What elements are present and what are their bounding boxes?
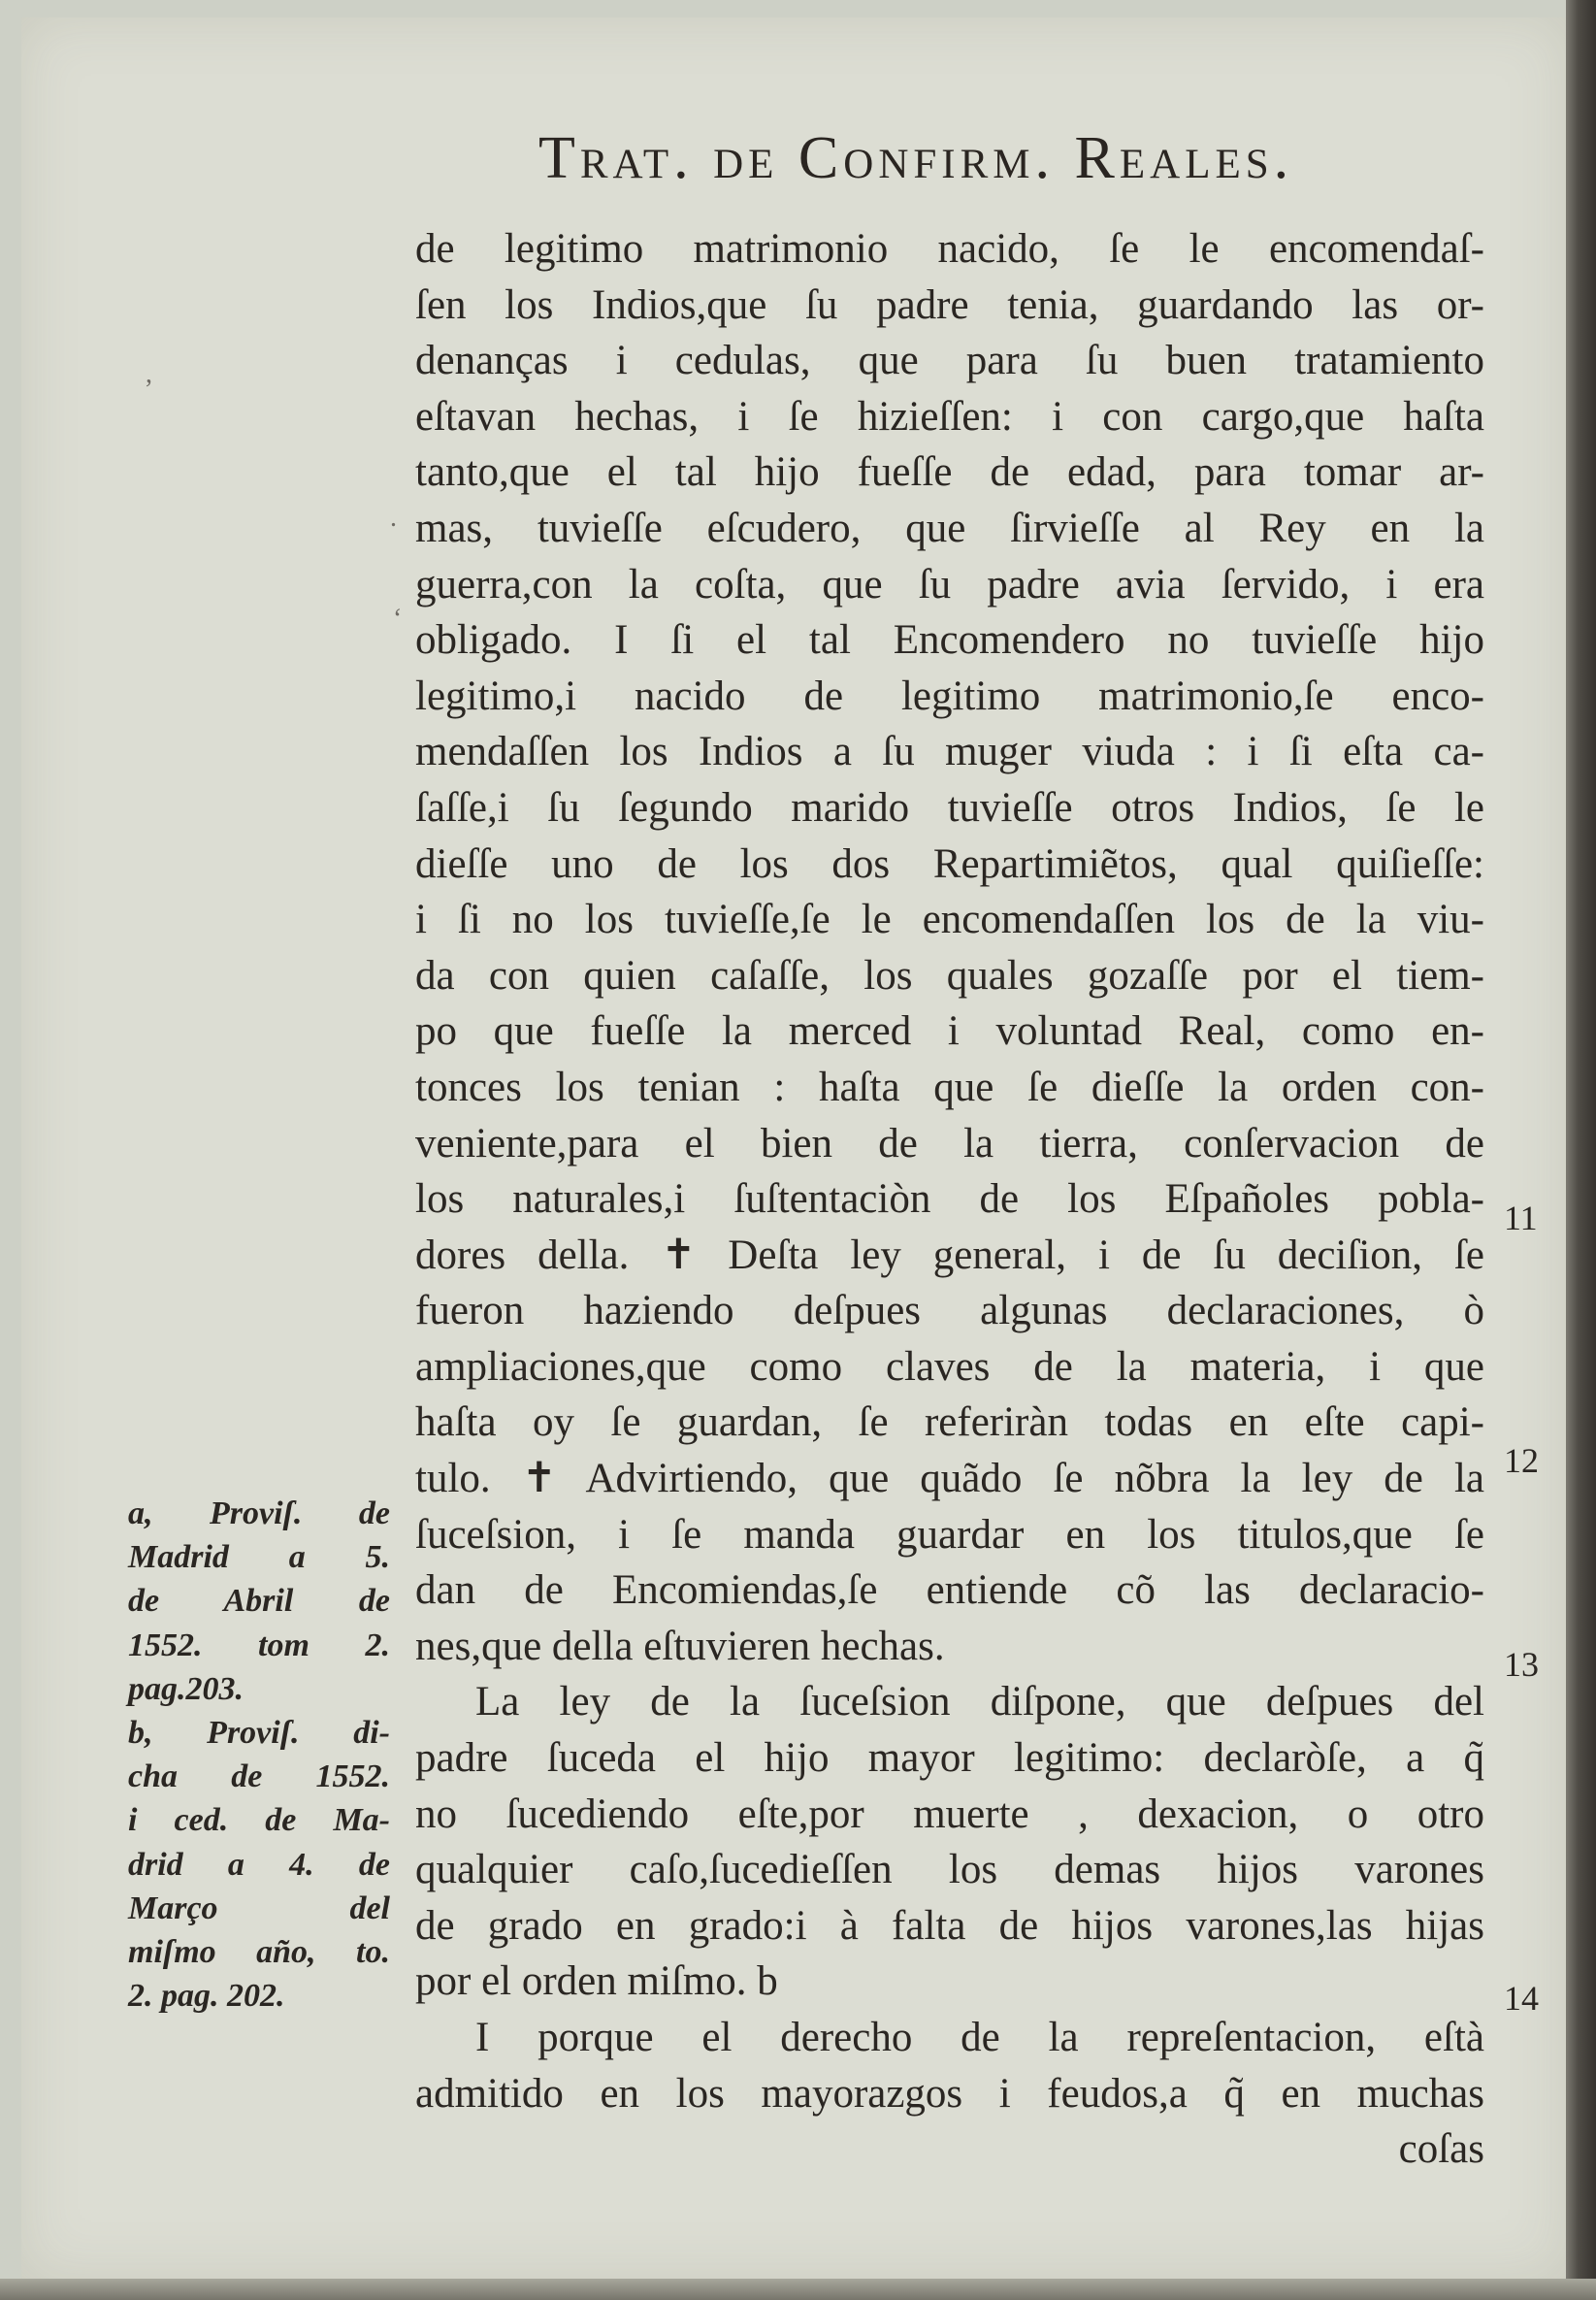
- text-line: de legitimo matrimonio nacido, ſe le encomendaſ-: [415, 226, 1484, 272]
- text-line: i ſi no los tuvieſſe,ſe le encomendaſſen los de la viu-: [415, 897, 1484, 943]
- side-note-line: pag.203.: [128, 1670, 244, 1707]
- side-note-line: Março del: [128, 1889, 390, 1926]
- text-line: dores della. ✝ Deſta ley general, i de ſu deciſion, ſe: [415, 1232, 1484, 1278]
- text-line: por el orden miſmo. b: [415, 1958, 778, 2005]
- side-note-line: i ced. de Ma-: [128, 1802, 390, 1839]
- text-line: haſta oy ſe guardan, ſe referiràn todas en eſte capi-: [415, 1399, 1484, 1446]
- side-note-line: 2. pag. 202.: [128, 1978, 285, 2015]
- text-line: legitimo,i nacido de legitimo matrimonio,ſe enco-: [415, 673, 1484, 719]
- text-line: tonces los tenian : haſta que ſe dieſſe la orden con-: [415, 1064, 1484, 1110]
- text-line: fueron haziendo deſpues algunas declaraciones, ò: [415, 1288, 1484, 1334]
- text-line: mendaſſen los Indios a ſu muger viuda : i ſi eſta ca-: [415, 729, 1484, 775]
- text-line: qualquier caſo,ſucedieſſen los demas hijos varones: [415, 1847, 1484, 1893]
- text-line: los naturales,i ſuſtentaciòn de los Eſpañoles pobla-: [415, 1176, 1484, 1223]
- text-line: guerra,con la coſta, que ſu padre avia ſervido, i era: [415, 561, 1484, 608]
- text-line: no ſucediendo eſte,por muerte , dexacion, o otro: [415, 1791, 1484, 1837]
- text-line: denanças i cedulas, que para ſu buen tratamiento: [415, 338, 1484, 384]
- ink-speck: .: [390, 503, 397, 533]
- text-line: de grado en grado:i à falta de hijos varones,las hijas: [415, 1902, 1484, 1949]
- text-line: dieſſe uno de los dos Repartimiẽtos, qual quiſieſſe:: [415, 840, 1484, 887]
- side-note-line: drid a 4. de: [128, 1846, 390, 1883]
- text-line: mas, tuvieſſe eſcudero, que ſirvieſſe al Rey en la: [415, 505, 1484, 551]
- side-note-line: b, Proviſ. di-: [128, 1714, 390, 1751]
- text-line: veniente,para el bien de la tierra, conſervacion de: [415, 1120, 1484, 1166]
- side-note-line: de Abril de: [128, 1583, 390, 1620]
- text-line: eſtavan hechas, i ſe hizieſſen: i con cargo,que haſta: [415, 393, 1484, 440]
- margin-number: 13: [1504, 1645, 1539, 1684]
- side-note-line: Madrid a 5.: [128, 1539, 390, 1576]
- text-line: ſen los Indios,que ſu padre tenia, guardando las or-: [415, 281, 1484, 328]
- book-binding-edge: [1566, 0, 1596, 2300]
- ink-speck: ,: [146, 359, 152, 389]
- ink-speck: ‘: [393, 604, 403, 634]
- text-line: ſaſſe,i ſu ſegundo marido tuvieſſe otros Indios, ſe le: [415, 784, 1484, 831]
- main-text-column: [415, 221, 1484, 2178]
- side-note-line: 1552. tom 2.: [128, 1626, 390, 1663]
- text-line: nes,que della eſtuvieren hechas.: [415, 1623, 945, 1669]
- margin-number: 12: [1504, 1441, 1539, 1480]
- text-line: ampliaciones,que como claves de la materia, i que: [415, 1343, 1484, 1390]
- page-bottom-edge: [0, 2279, 1596, 2300]
- text-line: ſuceſsion, i ſe manda guardar en los titulos,que ſe: [415, 1511, 1484, 1558]
- text-line: obligado. I ſi el tal Encomendero no tuvieſſe hijo: [415, 617, 1484, 664]
- side-note-line: cha de 1552.: [128, 1758, 390, 1795]
- side-note-line: a, Proviſ. de: [128, 1495, 390, 1531]
- text-line: tulo. ✝ Advirtiendo, que quãdo ſe nõbra la ley de la: [415, 1456, 1484, 1502]
- text-line: tanto,que el tal hijo fueſſe de edad, para tomar ar-: [415, 449, 1484, 496]
- text-line: La ley de la ſuceſsion diſpone, que deſpues del: [475, 1679, 1484, 1725]
- margin-number: 14: [1504, 1979, 1539, 2018]
- text-line: I porque el derecho de la repreſentacion, eſtà: [475, 2015, 1484, 2060]
- side-notes: [128, 1492, 390, 2018]
- side-note-line: miſmo año, to.: [128, 1933, 390, 1970]
- catchword: coſas: [1398, 2126, 1484, 2173]
- running-header: Trat. de Confirm. Reales.: [538, 125, 1294, 191]
- text-line: po que fueſſe la merced i voluntad Real, como en-: [415, 1008, 1484, 1055]
- text-line: admitido en los mayorazgos i feudos,a q̃ en muchas: [415, 2070, 1484, 2117]
- text-line: padre ſuceda el hijo mayor legitimo: declaròſe, a q̃: [415, 1735, 1484, 1782]
- text-line: da con quien caſaſſe, los quales gozaſſe por el tiem-: [415, 952, 1484, 999]
- text-line: dan de Encomiendas,ſe entiende cõ las declaracio-: [415, 1567, 1484, 1614]
- margin-number: 11: [1504, 1199, 1538, 1237]
